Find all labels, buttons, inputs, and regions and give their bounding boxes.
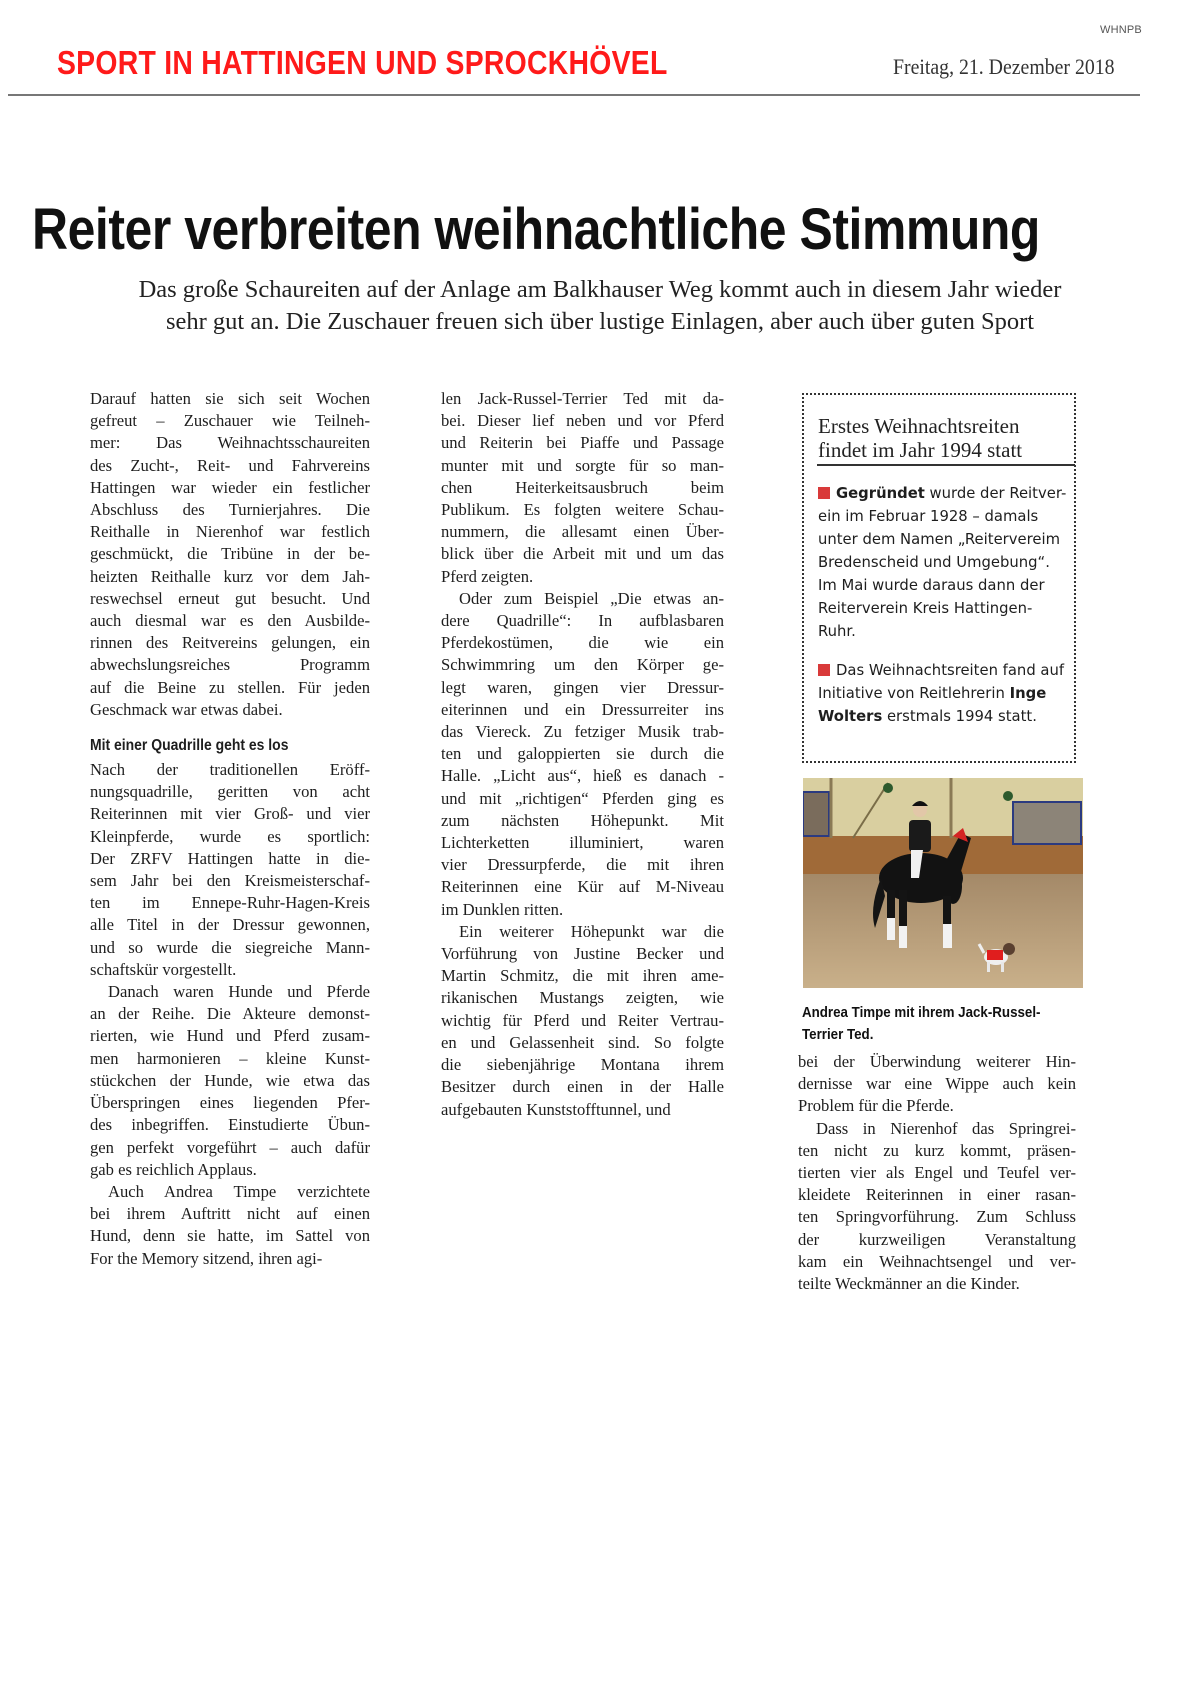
text-line: vier Dressurpferde, die mit ihren — [441, 855, 724, 875]
info-name-bold: Wolters — [818, 708, 883, 725]
text-line: zum nächsten Höhepunkt. Mit — [441, 810, 724, 830]
hall-window — [803, 792, 829, 836]
text-line: gefreut – Zuschauer wie Teilneh- — [90, 411, 370, 431]
text-line: tierten vier als Engel und Teufel ver- — [798, 1163, 1076, 1183]
text-line: Schwimmring um den Körper ge- — [441, 655, 724, 675]
text-line: mer: Das Weihnachtsschaureiten — [90, 433, 370, 453]
text-line: das Viereck. Zu fetziger Musik trab- — [441, 722, 724, 742]
text-line: Kleinpferde, wurde es sportlich: — [90, 826, 370, 846]
info-text: Ruhr. — [818, 623, 856, 640]
text-line: Überspringen eines liegenden Pfer- — [90, 1093, 370, 1113]
text-line: Geschmack war etwas dabei. — [90, 699, 283, 719]
article-subheading: Mit einer Quadrille geht es los — [90, 737, 289, 755]
publication-date: Freitag, 21. Dezember 2018 — [893, 54, 1115, 79]
text-line: und Reiterin bei Piaffe und Passage — [441, 433, 724, 453]
text-line: munter mit und sorgte für so man- — [441, 455, 724, 475]
caption-line: Andrea Timpe mit ihrem Jack-Russel- — [802, 1005, 1041, 1021]
text-line: bei ihrem Auftritt nicht auf einen — [90, 1204, 370, 1224]
paragraph — [798, 1051, 1076, 1118]
article-photo-rider-with-dog — [803, 778, 1083, 988]
text-line: stückchen der Hunde, wie etwa das — [90, 1070, 370, 1090]
text-line: Reiterinnen eine Kür auf M-Niveau — [441, 877, 724, 897]
text-line: Der ZRFV Hattingen hatte in die- — [90, 848, 370, 868]
info-text: Im Mai wurde daraus dann der — [818, 577, 1045, 594]
text-line: rikanischen Mustangs zeigten, wie — [441, 988, 724, 1008]
info-name-bold: Inge — [1009, 685, 1047, 702]
text-line: Lichterketten illuminiert, waren — [441, 833, 724, 853]
info-text: ein im Februar 1928 – damals — [818, 508, 1039, 525]
info-item-first-event — [818, 659, 1080, 728]
article-column-2 — [441, 388, 724, 1121]
text-line: rinnen des Reitvereins gelungen, ein — [90, 633, 370, 653]
text-line: alle Titel in der Dressur gewonnen, — [90, 915, 370, 935]
text-line: Publikum. Es folgten weitere Schau- — [441, 500, 724, 520]
red-square-bullet-icon — [818, 664, 830, 676]
text-line: schaftskür vorgestellt. — [90, 959, 237, 979]
text-line: teilte Weckmänner an die Kinder. — [798, 1274, 1020, 1294]
text-line: ten Springvorführung. Zum Schluss — [798, 1207, 1076, 1227]
text-line: dernisse war eine Wippe auch kein — [798, 1074, 1076, 1094]
photo-illustration — [803, 778, 1083, 988]
text-line: Danach waren Hunde und Pferde — [108, 982, 370, 1002]
text-line: Problem für die Pferde. — [798, 1096, 954, 1116]
article-column-1 — [90, 388, 370, 1270]
text-line: Darauf hatten sie sich seit Wochen — [90, 389, 370, 408]
text-line: nummern, die allesamt einen Über- — [441, 522, 724, 542]
paragraph — [441, 388, 724, 588]
info-text: erstmals 1994 statt. — [882, 708, 1037, 725]
text-line: ten und galoppierten sie durch die — [441, 744, 724, 764]
text-line: blick über die Arbeit mit und um das — [441, 544, 724, 564]
info-box-title — [818, 414, 1075, 462]
text-line: der kurzweiligen Veranstaltung — [798, 1229, 1076, 1249]
info-box-body — [818, 482, 1080, 744]
text-line: rierten, wie Hund und Pferd zusam- — [90, 1026, 370, 1046]
info-text: wurde der Reitver- — [924, 485, 1067, 502]
text-line: bei. Dieser lief neben und vor Pferd — [441, 411, 724, 431]
info-box-title-line: Erstes Weihnachtsreiten — [818, 414, 1020, 438]
text-line: Martin Schmitz, die mit ihren ame- — [441, 966, 724, 986]
section-title: SPORT IN HATTINGEN UND SPROCKHÖVEL — [57, 44, 668, 81]
header-divider — [8, 94, 1140, 96]
text-line: Nach der traditionellen Eröff- — [90, 760, 370, 780]
text-line: Reithalle in Nierenhof war festlich — [90, 522, 370, 542]
text-line: sem Jahr bei den Kreismeisterschaf- — [90, 871, 370, 891]
text-line: reswechsel erneut gut besucht. Und — [90, 588, 370, 608]
info-text: Reiterverein Kreis Hattingen- — [818, 600, 1033, 617]
text-line: Pferdekostümen, die wie ein — [441, 633, 724, 653]
subheadline-line: Das große Schaureiten auf der Anlage am Balkhauser Weg kommt auch in diesem Jahr wieder — [138, 276, 1062, 303]
photo-caption — [802, 1002, 1087, 1046]
text-line: im Dunklen ritten. — [441, 899, 564, 919]
text-line: men harmonieren – kleine Kunst- — [90, 1048, 370, 1068]
article-subheadline — [0, 274, 1200, 338]
text-line: For the Memory sitzend, ihren agi- — [90, 1248, 323, 1268]
text-line: heizten Reithalle kurz vor dem Jah- — [90, 566, 370, 586]
caption-line: Terrier Ted. — [802, 1027, 874, 1043]
text-line: kam ein Weihnachtsengel und ver- — [798, 1251, 1076, 1271]
article-headline: Reiter verbreiten weihnachtliche Stimmung — [32, 197, 1040, 262]
text-line: Reiterinnen mit vier Groß- und vier — [90, 804, 370, 824]
paragraph — [90, 981, 370, 1181]
info-box-title-line: findet im Jahr 1994 statt — [818, 438, 1023, 462]
text-line: auch diesmal war es den Ausbilde- — [90, 611, 370, 631]
text-line: geschmückt, die Tribüne in der be- — [90, 544, 370, 564]
text-line: Vorführung von Justine Becker und — [441, 944, 724, 964]
text-line: und mit „richtigen“ Pferden ging es — [441, 788, 724, 808]
text-line: des inbegriffen. Einstudierte Übun- — [90, 1115, 370, 1135]
text-line: legt waren, gingen vier Dressur- — [441, 677, 724, 697]
text-line: gab es reichlich Applaus. — [90, 1159, 257, 1179]
info-item-keyword: Gegründet — [836, 485, 925, 502]
text-line: dere Quadrille“: In aufblasbaren — [441, 611, 724, 631]
text-line: Oder zum Beispiel „Die etwas an- — [459, 588, 724, 608]
text-line: die siebenjährige Montana ihrem — [441, 1055, 724, 1075]
paragraph — [441, 921, 724, 1121]
text-line: Hund, denn sie hatte, im Sattel von — [90, 1226, 370, 1246]
text-line: ten nicht zu kurz kommt, präsen- — [798, 1140, 1076, 1160]
text-line: bei der Überwindung weiterer Hin- — [798, 1052, 1076, 1071]
info-text: unter dem Namen „Reitervereim — [818, 531, 1061, 548]
info-box-divider — [817, 464, 1075, 466]
text-line: Pferd zeigten. — [441, 566, 534, 586]
text-line: Halle. „Licht aus“, hieß es danach - — [441, 766, 724, 786]
christmas-wreath — [883, 783, 893, 793]
paragraph — [90, 388, 370, 721]
text-line: eiterinnen und ein Dressurreiter ins — [441, 699, 724, 719]
article-column-3 — [798, 1051, 1076, 1295]
red-square-bullet-icon — [818, 487, 830, 499]
text-line: kleidete Reiterinnen in einer rasan- — [798, 1185, 1076, 1205]
text-line: Hattingen war wieder ein festlicher — [90, 477, 370, 497]
text-line: an der Reihe. Die Akteure demonst- — [90, 1004, 370, 1024]
text-line: auf die Beine zu stellen. Für jeden — [90, 677, 370, 697]
paragraph — [441, 588, 724, 921]
text-line: aufgebauten Kunststofftunnel, und — [441, 1099, 671, 1119]
info-text: Das Weihnachtsreiten fand auf — [836, 662, 1065, 679]
paragraph — [90, 759, 370, 981]
text-line: Besitzer durch einen in der Halle — [441, 1077, 724, 1097]
text-line: ten im Ennepe-Ruhr-Hagen-Kreis — [90, 893, 370, 913]
text-line: nungsquadrille, geritten von acht — [90, 782, 370, 802]
info-item-founded — [818, 482, 1080, 643]
text-line: und so wurde die siegreiche Mann- — [90, 937, 370, 957]
subheadline-line: sehr gut an. Die Zuschauer freuen sich über lustige Einlagen, aber auch über guten Sport — [165, 308, 1035, 335]
text-line: len Jack-Russel-Terrier Ted mit da- — [441, 389, 724, 408]
text-line: abwechslungsreiches Programm — [90, 655, 370, 675]
paragraph — [798, 1118, 1076, 1296]
edition-code: WHNPB — [1100, 24, 1142, 36]
text-line: en und Gelassenheit sind. So folgte — [441, 1032, 724, 1052]
info-text: Bredenscheid und Umgebung“. — [818, 554, 1050, 571]
hall-window — [1013, 802, 1081, 844]
info-text: Initiative von Reitlehrerin — [818, 685, 1010, 702]
text-line: des Zucht-, Reit- und Fahrvereins — [90, 455, 370, 475]
text-line: wichtig für Pferd und Reiter Vertrau- — [441, 1010, 724, 1030]
text-line: Abschluss des Turnierjahres. Die — [90, 500, 370, 520]
text-line: Auch Andrea Timpe verzichtete — [108, 1181, 370, 1201]
paragraph — [90, 1181, 370, 1270]
christmas-wreath — [1003, 791, 1013, 801]
text-line: gen perfekt vorgeführt – auch dafür — [90, 1137, 370, 1157]
text-line: Dass in Nierenhof das Springrei- — [816, 1118, 1076, 1138]
text-line: Ein weiterer Höhepunkt war die — [459, 921, 724, 941]
text-line: chen Heiterkeitsausbruch beim — [441, 477, 724, 497]
